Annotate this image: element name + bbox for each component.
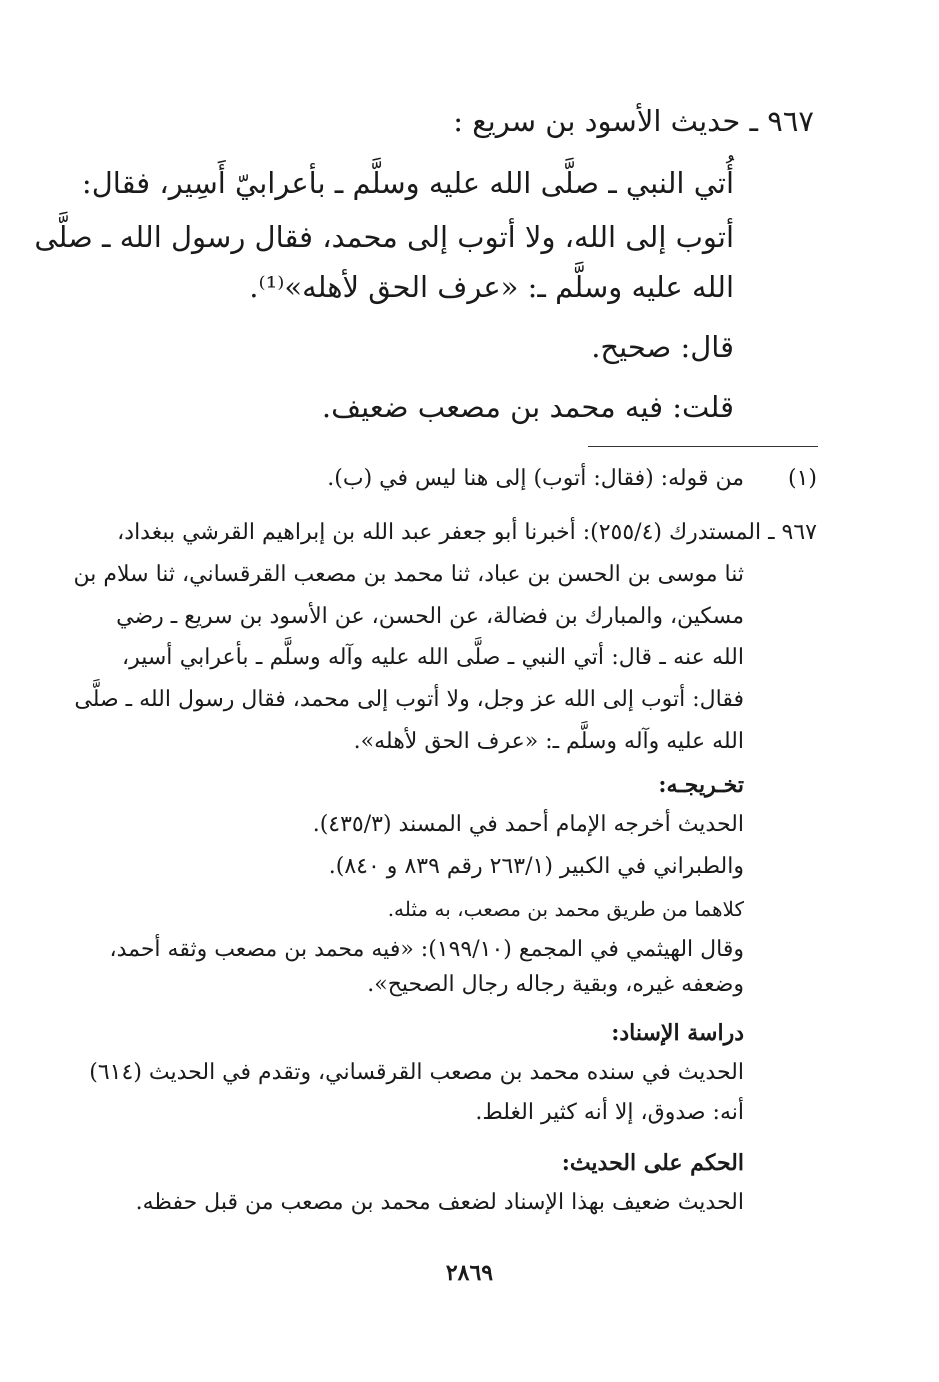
source-line-2: ثنا موسى بن الحسن بن عباد، ثنا محمد بن مصعب القرقساني، ثنا سلام بن (73, 562, 744, 587)
takhrij-heading: تخـريجـه: (658, 772, 744, 798)
footnote-separator (588, 446, 818, 447)
main-text-line-2: أتوب إلى الله، ولا أتوب إلى محمد، فقال رسول الله ـ صلَّى (34, 220, 734, 254)
source-line-6: الله عليه وآله وسلَّم ـ: «عرف الحق لأهله». (353, 729, 744, 754)
source-line-3: مسكين، والمبارك بن فضالة، عن الحسن، عن الأسود بن سريع ـ رضي (116, 604, 744, 629)
dirasa-heading: دراسة الإسناد: (611, 1020, 744, 1046)
dirasa-line-2: أنه: صدوق، إلا أنه كثير الغلط. (475, 1100, 744, 1125)
takhrij-line-5: وضعفه غيره، وبقية رجاله رجال الصحيح». (367, 972, 744, 997)
footnote-number: (١) (787, 466, 817, 491)
source-line-5: فقال: أتوب إلى الله عز وجل، ولا أتوب إلى محمد، فقال رسول الله ـ صلَّى (74, 687, 744, 712)
footnote-text: من قوله: (فقال: أتوب) إلى هنا ليس في (ب). (327, 466, 744, 491)
hukm-line-1: الحديث ضعيف بهذا الإسناد لضعف محمد بن مصعب من قبل حفظه. (135, 1190, 744, 1215)
takhrij-line-2: والطبراني في الكبير (٢٦٣/١ رقم ٨٣٩ و ٨٤٠). (328, 854, 744, 879)
main-text-line-3: الله عليه وسلَّم ـ: «عرف الحق لأهله»⁽¹⁾. (249, 270, 734, 304)
takhrij-line-1: الحديث أخرجه الإمام أحمد في المسند (٤٣٥/٣). (312, 812, 744, 837)
page-number: ٢٨٦٩ (445, 1260, 494, 1286)
source-line-4: الله عنه ـ قال: أتي النبي ـ صلَّى الله عليه وآله وسلَّم ـ بأعرابي أسير، (122, 645, 744, 670)
main-text-line-1: أُتي النبي ـ صلَّى الله عليه وسلَّم ـ بأعرابيّ أَسِير، فقال: (81, 166, 734, 200)
hukm-heading: الحكم على الحديث: (561, 1150, 744, 1176)
hadith-title: ٩٦٧ ـ حديث الأسود بن سريع : (453, 104, 814, 138)
qala-line: قال: صحيح. (591, 330, 734, 364)
takhrij-line-3: كلاهما من طريق محمد بن مصعب، به مثله. (387, 897, 744, 921)
dirasa-line-1: الحديث في سنده محمد بن مصعب القرقساني، وتقدم في الحديث (٦١٤) (89, 1060, 744, 1085)
source-line-1: ٩٦٧ ـ المستدرك (٢٥٥/٤): أخبرنا أبو جعفر عبد الله بن إبراهيم القرشي ببغداد، (117, 520, 817, 545)
takhrij-line-4: وقال الهيثمي في المجمع (١٩٩/١٠): «فيه محمد بن مصعب وثقه أحمد، (109, 937, 744, 962)
qultu-line: قلت: فيه محمد بن مصعب ضعيف. (321, 390, 734, 424)
